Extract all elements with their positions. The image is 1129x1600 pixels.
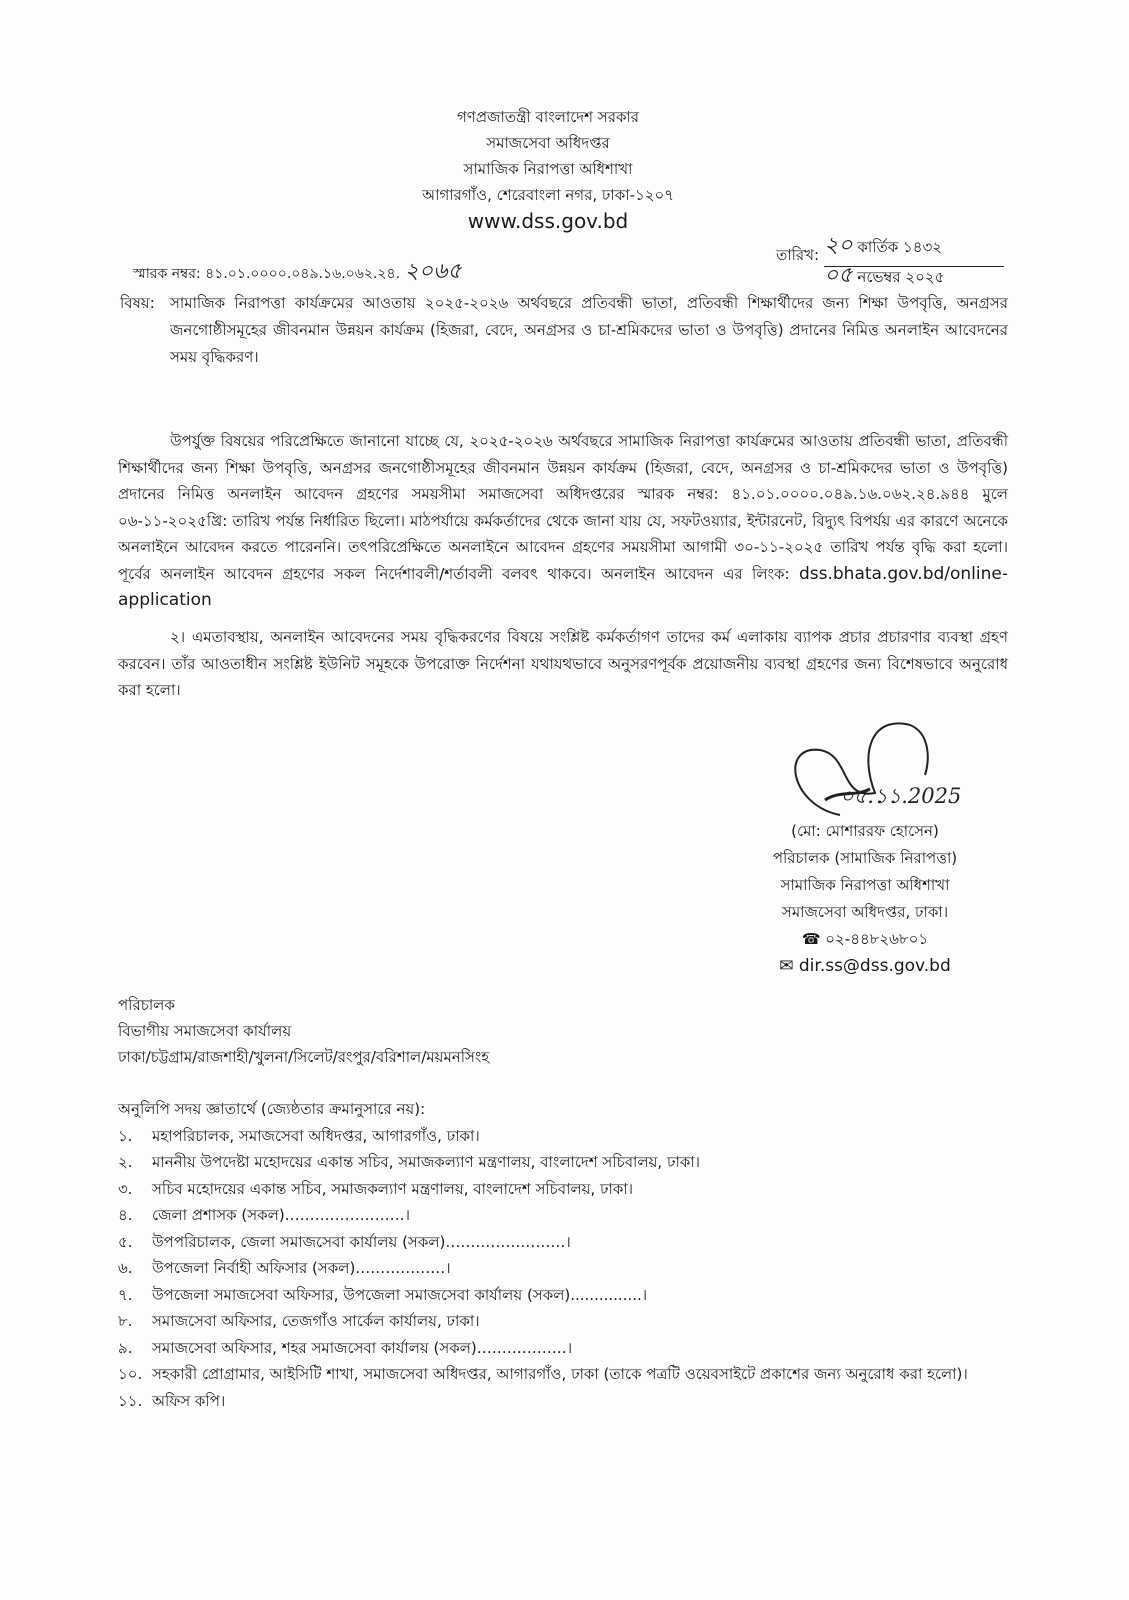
- address: আগারগাঁও, শেরেবাংলা নগর, ঢাকা-১২০৭: [421, 186, 675, 204]
- memo-number: [133, 254, 462, 291]
- item-number: ৭.: [118, 1285, 133, 1304]
- subject-text: সামাজিক নিরাপত্তা কার্যক্রমের আওতায় ২০২৫-২০২৬ অর্থবছরে প্রতিবন্ধী ভাতা, প্রতিবন্ধী শিক্ষার্থীদের জন্য শিক্ষা উপবৃত্তি, অনগ্রসর জনগোষ্ঠীসমূহের জীবনমান উন্নয়ন কার্যক্রম (হিজরা, বেদে, অনগ্রসর ও চা-শ্রমিকদের ভাতা ও উপবৃত্তি) প্রদানের নিমিত্ত অনলাইন আবেদনের সময় বৃদ্ধিকরণ।: [170, 294, 1008, 366]
- item-number: ৯.: [118, 1338, 133, 1357]
- bengali-day: ২০: [824, 233, 853, 258]
- item-text: অফিস কপি।: [152, 1391, 226, 1410]
- item-text: সমাজসেবা অফিসার, তেজগাঁও সার্কেল কার্যালয়, ঢাকা।: [152, 1312, 480, 1330]
- item-text: উপজেলা সমাজসেবা অফিসার, উপজেলা সমাজসেবা কার্যালয় (সকল)...............।: [152, 1285, 648, 1304]
- item-number: ৬.: [118, 1259, 133, 1277]
- letterhead: [0, 104, 1096, 234]
- list-item: [118, 1361, 1018, 1388]
- signatory-office: সমাজসেবা অধিদপ্তর, ঢাকা।: [781, 903, 949, 921]
- item-number: ৫.: [118, 1232, 133, 1251]
- telephone-icon: ☎: [801, 930, 821, 948]
- recipient-block: [118, 992, 489, 1070]
- recipient-office: বিভাগীয় সমাজসেবা কার্যালয়: [118, 1022, 292, 1040]
- item-number: ১০.: [118, 1365, 143, 1383]
- list-item: [118, 1149, 1018, 1176]
- list-item: [118, 1202, 1018, 1229]
- copy-list: [118, 1096, 1018, 1414]
- government-name: গণপ্রজাতন্ত্রী বাংলাদেশ সরকার: [456, 108, 640, 126]
- item-text: উপপরিচালক, জেলা সমাজসেবা কার্যালয় (সকল)……………………।: [152, 1232, 571, 1251]
- signatory-name: (মো: মোশাররফ হোসেন): [791, 822, 939, 840]
- item-text: উপজেলা নির্বাহী অফিসার (সকল)………………।: [152, 1259, 451, 1277]
- list-item: [118, 1282, 1018, 1309]
- email-address[interactable]: dir.ss@dss.gov.bd: [798, 956, 951, 976]
- signature-block: [730, 818, 1000, 980]
- signature-date: ০৫.১১.2025: [840, 784, 962, 808]
- paragraph-1-text: উপর্যুক্ত বিষয়ের পরিপ্রেক্ষিতে জানানো যাচ্ছে যে, ২০২৫-২০২৬ অর্থবছরে সামাজিক নিরাপত্তা কার্যক্রমের আওতায় প্রতিবন্ধী ভাতা, প্রতিবন্ধী শিক্ষার্থীদের জন্য শিক্ষা উপবৃত্তি, অনগ্রসর জনগোষ্ঠীসমূহের জীবনমান উন্নয়ন কার্যক্রম (হিজরা, বেদে, অনগ্রসর ও চা-শ্রমিকদের ভাতা ও উপবৃত্তি) প্রদানের নিমিত্ত অনলাইন আবেদন গ্রহণের সময়সীমা সমাজসেবা অধিদপ্তরের স্মারক নম্বর: ৪১.০১.০০০০.০৪৯.১৬.০৬২.২৪.৯৪৪ মুলে ০৬-১১-২০২৫খ্রি: তারিখ পর্যন্ত নির্ধারিত ছিলো। মাঠপর্যায়ে কর্মকর্তাদের থেকে জানা যায় যে, সফটওয়্যার, ইন্টারনেট, বিদ্যুৎ বিপর্যয় এর কারণে অনেকে অনলাইনে আবেদন করতে পারেননি। তৎপরিপ্রেক্ষিতে অনলাইনে আবেদন গ্রহণের সময়সীমা আগামী ৩০-১১-২০২৫ তারিখ পর্যন্ত বৃদ্ধি করা হলো। পূর্বের অনলাইন আবেদন গ্রহণের সকল নির্দেশাবলী/শর্তাবলী বলবৎ থাকবে। অনলাইন আবেদন এর লিংক:: [118, 432, 1008, 583]
- gregorian-month-year: নভেম্বর ২০২৫: [857, 268, 945, 286]
- memo-label: স্মারক নম্বর: ৪১.০১.০০০০.০৪৯.১৬.০৬২.২৪.: [133, 266, 401, 282]
- subject-label: বিষয়:: [120, 294, 155, 312]
- item-number: ১১.: [118, 1391, 143, 1410]
- body-paragraph-1: [118, 428, 1008, 614]
- item-number: ২.: [118, 1153, 133, 1171]
- bengali-month-year: কার্তিক ১৪৩২: [857, 238, 943, 256]
- list-item: [118, 1308, 1018, 1335]
- list-item: [118, 1255, 1018, 1282]
- copy-list-heading: অনুলিপি সদয় জ্ঞাতার্থে (জ্যেষ্ঠতার ক্রমানুসারে নয়):: [118, 1100, 426, 1118]
- list-item: [118, 1335, 1018, 1362]
- branch-name: সামাজিক নিরাপত্তা অধিশাখা: [463, 160, 633, 178]
- recipient-title: পরিচালক: [118, 996, 175, 1014]
- website: www.dss.gov.bd: [467, 209, 629, 233]
- item-text: মহাপরিচালক, সমাজসেবা অধিদপ্তর, আগারগাঁও, ঢাকা।: [152, 1126, 480, 1145]
- gregorian-day: ০৫: [824, 263, 853, 288]
- signatory-branch: সামাজিক নিরাপত্তা অধিশাখা: [780, 876, 950, 894]
- body-paragraph-2: ২। এমতাবস্থায়, অনলাইন আবেদনের সময় বৃদ্ধিকরণের বিষয়ে সংশ্লিষ্ট কর্মকর্তাগণ তাদের কর্ম এলাকায় ব্যাপক প্রচার প্রচারণার ব্যবস্থা গ্রহণ করবেন। তাঁর আওতাধীন সংশ্লিষ্ট ইউনিট সমূহকে উপরোক্ত নির্দেশনা যথাযথভাবে অনুসরণপূর্বক প্রয়োজনীয় ব্যবস্থা গ্রহণের জন্য বিশেষভাবে অনুরোধ করা হলো।: [118, 628, 1008, 699]
- list-item: [118, 1229, 1018, 1256]
- subject: [120, 290, 1008, 371]
- item-text: সমাজসেবা অফিসার, শহর সমাজসেবা কার্যালয় (সকল)………………।: [152, 1338, 573, 1357]
- signatory-designation: পরিচালক (সামাজিক নিরাপত্তা): [772, 849, 958, 867]
- department-name: সমাজসেবা অধিদপ্তর: [486, 134, 610, 152]
- item-number: ১.: [118, 1126, 133, 1145]
- list-item: [118, 1388, 1018, 1415]
- list-item: [118, 1123, 1018, 1150]
- memo-handwritten-number: ২০৬৫: [404, 259, 462, 284]
- item-number: ৪.: [118, 1206, 133, 1224]
- online-application-link[interactable]: dss.bhata.gov.bd/online-application: [118, 563, 1008, 610]
- envelope-icon: ✉: [779, 956, 794, 976]
- list-item: [118, 1176, 1018, 1203]
- phone-number: ০২-৪৪৮২৬৮০১: [825, 930, 929, 948]
- item-number: ৮.: [118, 1312, 133, 1330]
- item-text: জেলা প্রশাসক (সকল)……………………।: [152, 1206, 411, 1224]
- recipient-divisions: ঢাকা/চট্টগ্রাম/রাজশাহী/খুলনা/সিলেট/রংপুর/বরিশাল/ময়মনসিংহ: [118, 1048, 490, 1066]
- item-number: ৩.: [118, 1179, 133, 1198]
- item-text: সচিব মহোদয়ের একান্ত সচিব, সমাজকল্যাণ মন্ত্রণালয়, বাংলাদেশ সচিবালয়, ঢাকা।: [152, 1179, 634, 1198]
- item-text: মাননীয় উপদেষ্টা মহোদয়ের একান্ত সচিব, সমাজকল্যাণ মন্ত্রণালয়, বাংলাদেশ সচিবালয়, ঢাকা।: [152, 1153, 701, 1171]
- date-label: তারিখ:: [776, 246, 820, 264]
- item-text: সহকারী প্রোগ্রামার, আইসিটি শাখা, সমাজসেবা অধিদপ্তর, আগারগাঁও, ঢাকা (তাকে পত্রটি ওয়েবসাইটে প্রকাশের জন্য অনুরোধ করা হলো)।: [152, 1365, 968, 1383]
